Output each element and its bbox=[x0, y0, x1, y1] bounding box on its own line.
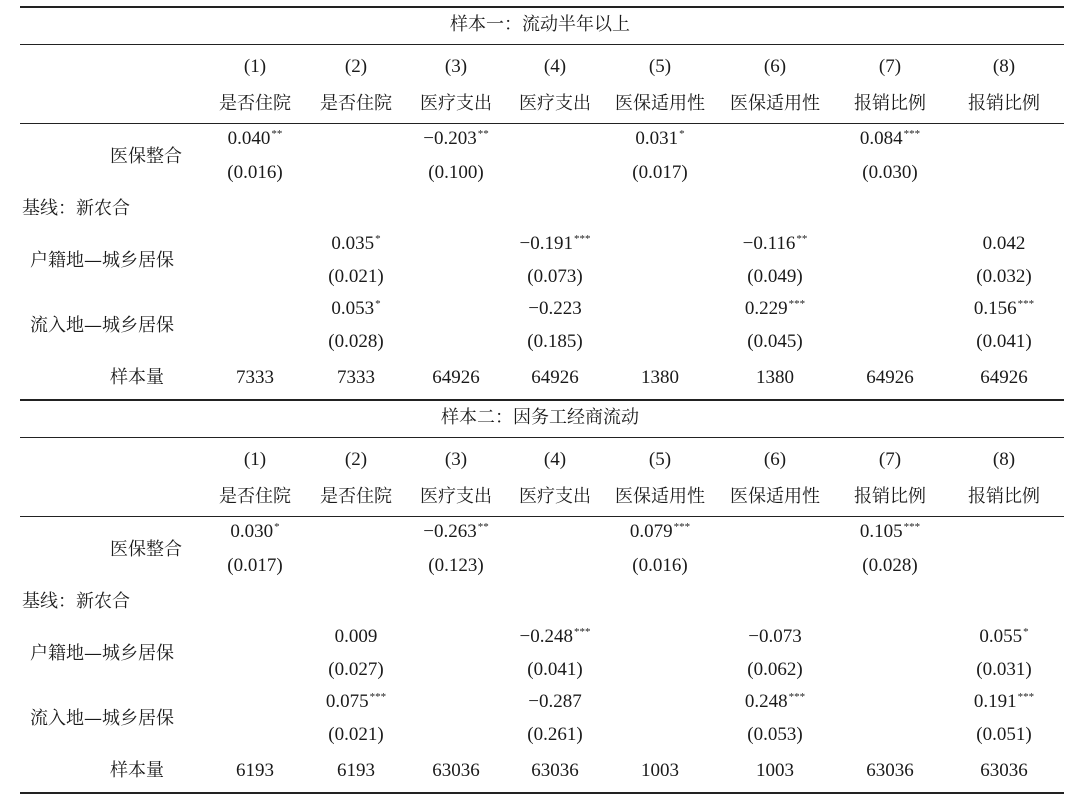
se-cell bbox=[527, 724, 582, 746]
coef-cell bbox=[230, 521, 279, 543]
coef-cell-significance: * bbox=[679, 127, 685, 140]
column-number-text: (1) bbox=[243, 56, 267, 77]
sample-size-cell-text: 63036 bbox=[432, 760, 480, 781]
coef-cell-significance: *** bbox=[903, 127, 921, 140]
sample-size-cell-text: 63036 bbox=[980, 760, 1028, 781]
column-number bbox=[244, 449, 266, 471]
column-number-text: (7) bbox=[878, 56, 902, 77]
column-name-text: 报销比例 bbox=[968, 93, 1040, 114]
column-name-text: 医疗支出 bbox=[420, 93, 492, 114]
se-cell-text: (0.049) bbox=[747, 266, 803, 287]
panel-top-rule bbox=[20, 6, 1064, 8]
coef-cell-significance: *** bbox=[1017, 690, 1035, 703]
sample-size-cell bbox=[236, 367, 274, 389]
column-name-text: 医疗支出 bbox=[420, 486, 492, 507]
panel-title bbox=[450, 14, 630, 36]
se-cell bbox=[976, 266, 1031, 288]
row-label-baseline bbox=[22, 198, 130, 220]
coef-cell bbox=[635, 128, 684, 150]
column-name-text: 报销比例 bbox=[854, 486, 926, 507]
coef-cell-significance: * bbox=[375, 232, 381, 245]
se-cell bbox=[747, 266, 802, 288]
sample-size-cell bbox=[866, 760, 914, 782]
coef-cell bbox=[331, 233, 380, 255]
se-cell-text: (0.100) bbox=[428, 162, 484, 183]
se-cell-text: (0.185) bbox=[527, 331, 583, 352]
column-name-text: 医疗支出 bbox=[519, 486, 591, 507]
header-rule bbox=[20, 516, 1064, 517]
se-cell-text: (0.051) bbox=[976, 724, 1032, 745]
column-number-text: (6) bbox=[763, 449, 787, 470]
column-name bbox=[730, 486, 820, 508]
coef-cell-text: 0.031 bbox=[635, 128, 679, 149]
row-label-sample-size-text: 样本量 bbox=[110, 367, 164, 388]
coef-cell-significance: *** bbox=[1017, 297, 1035, 310]
row-label-inflow-text: 流入地—城乡居保 bbox=[30, 708, 174, 729]
coef-cell-text: −0.287 bbox=[528, 691, 582, 712]
column-number-text: (5) bbox=[648, 449, 672, 470]
se-cell-text: (0.062) bbox=[747, 659, 803, 680]
coef-cell-significance: *** bbox=[673, 520, 691, 533]
column-name-text: 报销比例 bbox=[854, 93, 926, 114]
coef-cell-significance: ** bbox=[796, 232, 808, 245]
column-number bbox=[764, 449, 786, 471]
coef-cell-text: 0.009 bbox=[334, 626, 378, 647]
se-cell-text: (0.016) bbox=[632, 555, 688, 576]
se-cell-text: (0.261) bbox=[527, 724, 583, 745]
se-cell bbox=[747, 659, 802, 681]
column-name-text: 医保适用性 bbox=[615, 486, 705, 507]
column-number-text: (2) bbox=[344, 56, 368, 77]
se-cell-text: (0.041) bbox=[976, 331, 1032, 352]
coef-cell bbox=[983, 233, 1026, 255]
column-number bbox=[993, 449, 1015, 471]
coef-cell-significance: ** bbox=[477, 520, 489, 533]
se-cell bbox=[328, 266, 383, 288]
coef-cell-text: 0.035 bbox=[331, 233, 375, 254]
sample-size-cell-text: 64926 bbox=[432, 367, 480, 388]
se-cell bbox=[227, 555, 282, 577]
panel-title-text: 样本一：流动半年以上 bbox=[450, 14, 630, 35]
coef-cell bbox=[528, 298, 581, 320]
row-label-sample-size bbox=[110, 367, 164, 389]
coef-cell bbox=[331, 298, 380, 320]
sample-size-cell bbox=[641, 760, 679, 782]
se-cell-text: (0.041) bbox=[527, 659, 583, 680]
coef-cell-text: −0.203 bbox=[423, 128, 477, 149]
column-number-text: (8) bbox=[992, 449, 1016, 470]
panel-title bbox=[441, 407, 639, 429]
column-number bbox=[879, 449, 901, 471]
coef-cell-significance: ** bbox=[477, 127, 489, 140]
column-name-text: 是否住院 bbox=[320, 486, 392, 507]
column-name bbox=[219, 486, 291, 508]
coef-cell bbox=[520, 233, 591, 255]
column-name-text: 医保适用性 bbox=[730, 93, 820, 114]
sample-size-cell-text: 7333 bbox=[236, 367, 274, 388]
coef-cell bbox=[520, 626, 591, 648]
se-cell-text: (0.032) bbox=[976, 266, 1032, 287]
se-cell bbox=[527, 659, 582, 681]
se-cell-text: (0.027) bbox=[328, 659, 384, 680]
coef-cell bbox=[528, 691, 581, 713]
column-name bbox=[519, 93, 591, 115]
column-number-text: (3) bbox=[444, 449, 468, 470]
se-cell bbox=[527, 331, 582, 353]
column-number-text: (7) bbox=[878, 449, 902, 470]
coef-cell bbox=[860, 521, 920, 543]
coef-cell bbox=[745, 298, 805, 320]
column-name-text: 医保适用性 bbox=[615, 93, 705, 114]
se-cell-text: (0.016) bbox=[227, 162, 283, 183]
se-cell bbox=[227, 162, 282, 184]
row-label-inflow-text: 流入地—城乡居保 bbox=[30, 315, 174, 336]
se-cell-text: (0.017) bbox=[227, 555, 283, 576]
column-number bbox=[445, 449, 467, 471]
coef-cell-text: 0.079 bbox=[629, 521, 673, 542]
column-number-text: (3) bbox=[444, 56, 468, 77]
se-cell-text: (0.028) bbox=[862, 555, 918, 576]
column-name bbox=[615, 93, 705, 115]
coef-cell-significance: * bbox=[1023, 625, 1029, 638]
se-cell bbox=[527, 266, 582, 288]
column-number bbox=[993, 56, 1015, 78]
se-cell bbox=[632, 162, 687, 184]
column-number bbox=[244, 56, 266, 78]
column-name bbox=[219, 93, 291, 115]
column-name bbox=[420, 93, 492, 115]
coef-cell-text: −0.248 bbox=[519, 626, 573, 647]
row-label-sample-size bbox=[110, 760, 164, 782]
sample-size-cell-text: 1003 bbox=[641, 760, 679, 781]
panel-title-text: 样本二：因务工经商流动 bbox=[441, 407, 639, 428]
se-cell-text: (0.030) bbox=[862, 162, 918, 183]
se-cell bbox=[328, 659, 383, 681]
coef-cell-text: 0.084 bbox=[859, 128, 903, 149]
column-number bbox=[649, 56, 671, 78]
se-cell bbox=[976, 724, 1031, 746]
se-cell bbox=[328, 331, 383, 353]
panel-title-rule bbox=[20, 437, 1064, 438]
coef-cell bbox=[743, 233, 808, 255]
coef-cell-text: 0.191 bbox=[973, 691, 1017, 712]
sample-size-cell-text: 64926 bbox=[866, 367, 914, 388]
column-name-text: 医保适用性 bbox=[730, 486, 820, 507]
column-number-text: (8) bbox=[992, 56, 1016, 77]
column-name bbox=[854, 486, 926, 508]
row-label-hukou-text: 户籍地—城乡居保 bbox=[30, 643, 174, 664]
column-number-text: (4) bbox=[543, 56, 567, 77]
row-label-hukou-text: 户籍地—城乡居保 bbox=[30, 250, 174, 271]
coef-cell-significance: ** bbox=[271, 127, 283, 140]
coef-cell bbox=[974, 298, 1034, 320]
se-cell bbox=[747, 331, 802, 353]
coef-cell-text: 0.156 bbox=[973, 298, 1017, 319]
se-cell-text: (0.028) bbox=[328, 331, 384, 352]
coef-cell-significance: *** bbox=[788, 297, 806, 310]
coef-cell-significance: *** bbox=[573, 625, 591, 638]
coef-cell-text: 0.105 bbox=[859, 521, 903, 542]
se-cell-text: (0.031) bbox=[976, 659, 1032, 680]
coef-cell-text: 0.248 bbox=[744, 691, 788, 712]
se-cell-text: (0.017) bbox=[632, 162, 688, 183]
coef-cell-text: −0.223 bbox=[528, 298, 582, 319]
coef-cell-text: −0.073 bbox=[748, 626, 802, 647]
row-label-integration bbox=[110, 146, 182, 168]
coef-cell bbox=[326, 691, 386, 713]
se-cell bbox=[428, 555, 483, 577]
column-number-text: (6) bbox=[763, 56, 787, 77]
column-number bbox=[544, 56, 566, 78]
column-name-text: 医疗支出 bbox=[519, 93, 591, 114]
row-label-integration bbox=[110, 539, 182, 561]
sample-size-cell-text: 1380 bbox=[641, 367, 679, 388]
se-cell bbox=[328, 724, 383, 746]
row-label-integration-text: 医保整合 bbox=[110, 539, 182, 560]
sample-size-cell bbox=[337, 760, 375, 782]
column-number bbox=[764, 56, 786, 78]
coef-cell-text: 0.040 bbox=[227, 128, 271, 149]
coef-cell-text: 0.042 bbox=[982, 233, 1026, 254]
row-label-baseline bbox=[22, 591, 130, 613]
coef-cell-significance: *** bbox=[788, 690, 806, 703]
panel-title-rule bbox=[20, 44, 1064, 45]
sample-size-cell bbox=[531, 760, 579, 782]
table-bottom-rule bbox=[20, 792, 1064, 794]
sample-size-cell bbox=[432, 367, 480, 389]
sample-size-cell bbox=[236, 760, 274, 782]
coef-cell-text: 0.053 bbox=[331, 298, 375, 319]
column-number-text: (4) bbox=[543, 449, 567, 470]
row-label-hukou bbox=[30, 250, 174, 272]
sample-size-cell bbox=[980, 760, 1028, 782]
sample-size-cell bbox=[866, 367, 914, 389]
column-name bbox=[615, 486, 705, 508]
coef-cell-text: −0.191 bbox=[519, 233, 573, 254]
coef-cell bbox=[335, 626, 378, 648]
column-name bbox=[519, 486, 591, 508]
se-cell-text: (0.073) bbox=[527, 266, 583, 287]
se-cell-text: (0.021) bbox=[328, 724, 384, 745]
coef-cell-text: −0.116 bbox=[742, 233, 796, 254]
coef-cell bbox=[423, 128, 488, 150]
column-name bbox=[320, 93, 392, 115]
coef-cell-significance: *** bbox=[573, 232, 591, 245]
row-label-baseline-text: 基线：新农合 bbox=[22, 591, 130, 612]
column-name bbox=[968, 486, 1040, 508]
panel-top-rule bbox=[20, 399, 1064, 401]
sample-size-cell-text: 1380 bbox=[756, 367, 794, 388]
coef-cell-significance: *** bbox=[369, 690, 387, 703]
se-cell bbox=[976, 331, 1031, 353]
sample-size-cell-text: 63036 bbox=[531, 760, 579, 781]
sample-size-cell bbox=[980, 367, 1028, 389]
sample-size-cell bbox=[337, 367, 375, 389]
coef-cell-significance: * bbox=[274, 520, 280, 533]
se-cell-text: (0.123) bbox=[428, 555, 484, 576]
sample-size-cell bbox=[432, 760, 480, 782]
row-label-integration-text: 医保整合 bbox=[110, 146, 182, 167]
column-number-text: (1) bbox=[243, 449, 267, 470]
row-label-sample-size-text: 样本量 bbox=[110, 760, 164, 781]
se-cell bbox=[747, 724, 802, 746]
column-name bbox=[968, 93, 1040, 115]
column-number-text: (5) bbox=[648, 56, 672, 77]
sample-size-cell bbox=[531, 367, 579, 389]
se-cell-text: (0.053) bbox=[747, 724, 803, 745]
coef-cell-text: 0.030 bbox=[230, 521, 274, 542]
column-name-text: 是否住院 bbox=[219, 486, 291, 507]
se-cell bbox=[976, 659, 1031, 681]
coef-cell bbox=[228, 128, 283, 150]
sample-size-cell-text: 6193 bbox=[337, 760, 375, 781]
column-name-text: 报销比例 bbox=[968, 486, 1040, 507]
column-number bbox=[649, 449, 671, 471]
column-number bbox=[879, 56, 901, 78]
coef-cell-significance: * bbox=[375, 297, 381, 310]
column-name bbox=[320, 486, 392, 508]
column-number bbox=[345, 449, 367, 471]
coef-cell-text: 0.055 bbox=[979, 626, 1023, 647]
column-number bbox=[544, 449, 566, 471]
sample-size-cell-text: 6193 bbox=[236, 760, 274, 781]
se-cell bbox=[862, 162, 917, 184]
coef-cell bbox=[423, 521, 488, 543]
column-name-text: 是否住院 bbox=[320, 93, 392, 114]
sample-size-cell-text: 7333 bbox=[337, 367, 375, 388]
sample-size-cell bbox=[641, 367, 679, 389]
coef-cell bbox=[748, 626, 801, 648]
sample-size-cell-text: 63036 bbox=[866, 760, 914, 781]
se-cell-text: (0.021) bbox=[328, 266, 384, 287]
coef-cell bbox=[860, 128, 920, 150]
coef-cell bbox=[974, 691, 1034, 713]
coef-cell-text: 0.075 bbox=[325, 691, 369, 712]
row-label-baseline-text: 基线：新农合 bbox=[22, 198, 130, 219]
coef-cell bbox=[630, 521, 690, 543]
sample-size-cell-text: 64926 bbox=[980, 367, 1028, 388]
row-label-inflow bbox=[30, 708, 174, 730]
se-cell-text: (0.045) bbox=[747, 331, 803, 352]
coef-cell-text: 0.229 bbox=[744, 298, 788, 319]
se-cell bbox=[428, 162, 483, 184]
row-label-hukou bbox=[30, 643, 174, 665]
coef-cell-text: −0.263 bbox=[423, 521, 477, 542]
sample-size-cell bbox=[756, 367, 794, 389]
sample-size-cell-text: 64926 bbox=[531, 367, 579, 388]
coef-cell-significance: *** bbox=[903, 520, 921, 533]
coef-cell bbox=[979, 626, 1028, 648]
column-number-text: (2) bbox=[344, 449, 368, 470]
row-label-inflow bbox=[30, 315, 174, 337]
se-cell bbox=[632, 555, 687, 577]
column-number bbox=[445, 56, 467, 78]
coef-cell bbox=[745, 691, 805, 713]
column-name bbox=[730, 93, 820, 115]
column-name bbox=[420, 486, 492, 508]
header-rule bbox=[20, 123, 1064, 124]
column-name bbox=[854, 93, 926, 115]
column-name-text: 是否住院 bbox=[219, 93, 291, 114]
se-cell bbox=[862, 555, 917, 577]
column-number bbox=[345, 56, 367, 78]
sample-size-cell bbox=[756, 760, 794, 782]
sample-size-cell-text: 1003 bbox=[756, 760, 794, 781]
